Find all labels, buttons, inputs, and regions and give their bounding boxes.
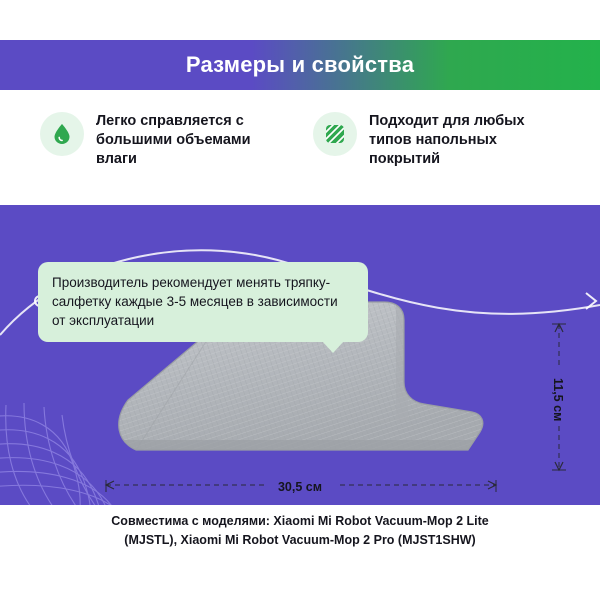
water-drop-icon [40,112,84,156]
feature-item-moisture [40,110,287,169]
feature-label: Подходит для любых типов напольных покрытий [369,113,525,168]
width-dimension-label: 30,5 см [277,480,322,494]
page-title: Размеры и свойства [185,52,415,77]
floor-surface-icon [313,112,357,156]
feature-list [0,110,600,169]
recommendation-callout [38,262,368,342]
header-banner [0,40,600,90]
compatibility-note [0,512,600,550]
feature-label: Легко справляется с большими объемами влаги [96,113,251,168]
compatibility-text: Совместима с моделями: Xiaomi Mi Robot Vacuum-Mop 2 Lite (MJSTL), Xiaomi Mi Robot Vacuum-Mop 2 Pro (MJST1SHW) [111,514,489,547]
height-dimension-label: 11,5 см [551,378,565,422]
recommendation-text: Производитель рекомендует менять тряпку-салфетку каждые 3-5 месяцев в зависимости от эксплуатации [52,275,338,329]
feature-item-floor-types [313,110,560,169]
